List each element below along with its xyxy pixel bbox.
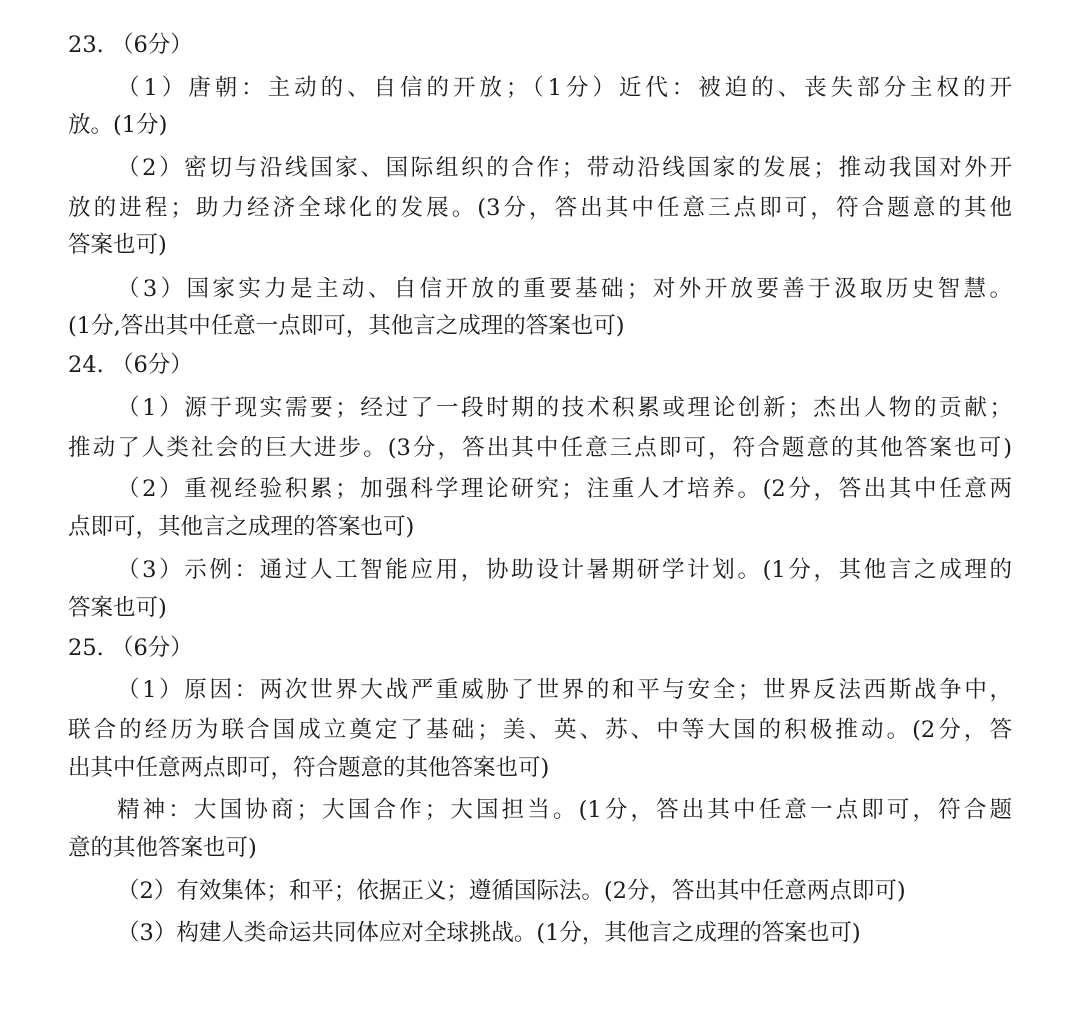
- answer-line: 点即可，其他言之成理的答案也可): [68, 514, 415, 540]
- question-24-header: [68, 350, 468, 380]
- question-25-header: [68, 633, 468, 663]
- answer-line: 推动了人类社会的巨大进步。(3分，答出其中任意三点即可，符合题意的其他答案也可): [68, 435, 1012, 461]
- answer-line: 答案也可): [68, 595, 167, 621]
- question-score: （6分）: [110, 352, 193, 378]
- answer-line: （1）唐朝：主动的、自信的开放；（1分）近代：被迫的、丧失部分主权的开: [117, 75, 1012, 101]
- answer-line: （1）源于现实需要；经过了一段时期的技术积累或理论创新；杰出人物的贡献；: [117, 395, 1012, 421]
- answer-line: 放。(1分): [68, 112, 168, 138]
- question-score: （6分）: [110, 635, 193, 661]
- answer-line: 出其中任意两点即可，符合题意的其他答案也可): [68, 755, 550, 781]
- question-score: （6分）: [110, 32, 193, 58]
- answer-line: （3）构建人类命运共同体应对全球挑战。(1分，其他言之成理的答案也可): [117, 920, 861, 946]
- answer-line: （2）重视经验积累；加强科学理论研究；注重人才培养。(2分，答出其中任意两: [117, 476, 1012, 502]
- question-number: 25.: [68, 635, 104, 661]
- answer-line: 意的其他答案也可): [68, 835, 257, 861]
- answer-line: 答案也可): [68, 232, 167, 258]
- answer-line: (1分,答出其中任意一点即可，其他言之成理的答案也可): [68, 313, 625, 339]
- answer-line: 联合的经历为联合国成立奠定了基础；美、英、苏、中等大国的积极推动。(2分，答: [68, 717, 1012, 743]
- answer-line: （3）国家实力是主动、自信开放的重要基础；对外开放要善于汲取历史智慧。: [117, 276, 1012, 302]
- question-number: 23.: [68, 32, 104, 58]
- answer-line: （3）示例：通过人工智能应用，协助设计暑期研学计划。(1分，其他言之成理的: [117, 557, 1012, 583]
- answer-line: 放的进程；助力经济全球化的发展。(3分，答出其中任意三点即可，符合题意的其他: [68, 195, 1012, 221]
- question-23-header: [68, 30, 468, 60]
- question-number: 24.: [68, 352, 104, 378]
- answer-line: （2）密切与沿线国家、国际组织的合作；带动沿线国家的发展；推动我国对外开: [117, 155, 1012, 181]
- answer-line: 精神：大国协商；大国合作；大国担当。(1分，答出其中任意一点即可，符合题: [117, 797, 1012, 823]
- answer-line: （1）原因：两次世界大战严重威胁了世界的和平与安全；世界反法西斯战争中，: [117, 677, 1012, 703]
- answer-line: （2）有效集体；和平；依据正义；遵循国际法。(2分，答出其中任意两点即可): [117, 878, 906, 904]
